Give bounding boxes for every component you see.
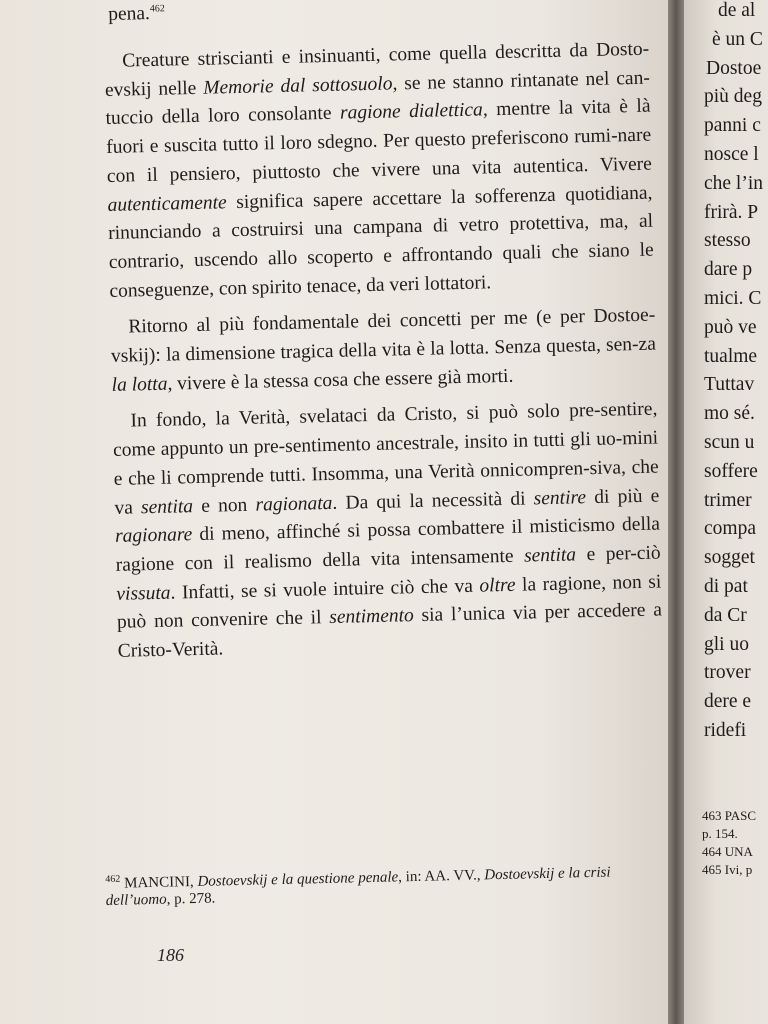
right-page-line: da Cr xyxy=(704,604,747,626)
paragraph-text: e non xyxy=(192,494,256,517)
right-page-footnote: p. 154. xyxy=(702,826,738,841)
right-page-line: Dostoe xyxy=(706,57,762,79)
right-page-line: soffere xyxy=(704,460,758,482)
page-number: 186 xyxy=(157,945,184,965)
right-page-line: mo sé. xyxy=(704,403,755,425)
paragraph-text: , vivere è la stessa cosa che essere già morti. xyxy=(167,365,514,395)
paragraph-text: Ritorno al più fondamentale dei concetti per me (e per Dostoe-vskij): la dimensione tragica della vita è la lotta. Senza questa, sen-za xyxy=(110,304,657,367)
paragraph-italic: la lotta xyxy=(111,373,168,396)
right-page xyxy=(684,0,768,1024)
paragraph-italic: sentita xyxy=(140,495,194,518)
right-page-footnote: 463 PASC xyxy=(702,808,757,823)
right-page-line: è un C xyxy=(712,28,763,50)
right-page-line: nosce l xyxy=(704,144,759,165)
footnote-462 xyxy=(105,864,654,910)
footnote-text xyxy=(106,865,611,909)
footnote-text: , p. 278. xyxy=(166,890,216,908)
footnote-text: , in: AA. VV., xyxy=(398,867,485,886)
paragraph-text: . Da qui la necessità di xyxy=(332,487,534,514)
footnote-ref-462: 462 xyxy=(149,3,165,15)
paragraph-text: sia l’unica via per accedere a Cristo-Verità. xyxy=(117,599,663,662)
right-page-line: trover xyxy=(704,662,751,684)
paragraph-italic: sentire xyxy=(533,486,587,509)
right-page-line: di pat xyxy=(704,576,748,597)
paragraph xyxy=(112,396,663,667)
paragraph-text: la ragione, non si può non convenire che il xyxy=(116,571,662,634)
footnote-text: MANCINI, xyxy=(120,873,198,892)
right-page-line: de al xyxy=(718,0,756,21)
right-page-line: compa xyxy=(704,518,756,540)
paragraph-text: , se ne stanno rintanate nel can-tuccio della loro consolante xyxy=(105,67,651,130)
right-page-line: panni c xyxy=(704,115,761,137)
paragraph-italic: sentita xyxy=(523,544,577,567)
right-page-line: Tuttav xyxy=(704,374,755,396)
right-page-line: tualme xyxy=(704,345,758,367)
paragraph-text: Creature striscianti e insinuanti, come quella descritta da Dosto-evskij nelle xyxy=(104,38,650,101)
paragraph-italic: Memorie dal sottosuolo xyxy=(202,73,393,99)
right-page-line: gli uo xyxy=(704,633,749,655)
top-line-text: pena. xyxy=(108,3,151,25)
right-page-line: stesso xyxy=(704,230,751,252)
paragraph-italic: ragione dialettica xyxy=(339,99,484,125)
right-page-line: che l’in xyxy=(704,172,764,194)
top-line xyxy=(108,3,165,26)
paragraph-italic: vissuta xyxy=(116,582,171,605)
right-page-line: sogget xyxy=(704,547,755,569)
paragraph-text: di più e xyxy=(585,485,660,508)
paragraph-text: significa sapere accettare la sofferenza quotidiana, rinunciando a costruirsi una campana di vetro protettiva, ma, al contrario, uscendo allo scoperto e affrontando quali che siano le conseguenze, con spirito tenace, da veri lottatori. xyxy=(107,182,654,302)
paragraph-text: e per-ciò xyxy=(575,542,661,566)
footnote-number: 462 xyxy=(105,873,121,886)
paragraph xyxy=(104,36,655,307)
right-page-line: ridefi xyxy=(704,720,747,741)
right-page-line: dare p xyxy=(704,259,753,281)
right-page-line: può ve xyxy=(704,316,757,338)
right-page-footnote: 464 UNA xyxy=(702,844,753,859)
right-page-line: frirà. P xyxy=(704,201,759,223)
body-text xyxy=(104,36,663,667)
paragraph-italic: oltre xyxy=(479,574,516,597)
paragraph-text: In fondo, la Verità, svelataci da Cristo, si può solo pre-sentire, come appunto un pre-sentimento ancestrale, insito in tutti gli uo-mini e che li comprende tutti. Insomma, una Verità onnicompren-siva, che va xyxy=(112,398,659,519)
paragraph-text: . Infatti, se si vuole intuire ciò che va xyxy=(170,575,480,604)
right-page-line: scun u xyxy=(704,432,755,453)
paragraph-italic: sentimento xyxy=(329,605,415,629)
right-page-line: dere e xyxy=(704,691,752,713)
paragraph-text: di meno, affinché si possa combattere il misticismo della ragione con il realismo della vita intensamente xyxy=(115,513,661,576)
paragraph-italic: autenticamente xyxy=(107,191,227,216)
right-page-footnote: 465 Ivi, p xyxy=(702,862,753,877)
paragraph-text: , mentre la vita è là fuori e suscita tutto il loro sdegno. Per questo preferiscono rumi-nare con il pensiero, piuttosto che vivere una vita autentica. Vivere xyxy=(106,96,653,187)
footnote-italic: Dostoevskij e la crisi dell’uomo xyxy=(105,864,611,910)
footnote-italic: Dostoevskij e la questione penale xyxy=(197,869,399,890)
right-page-line: più deg xyxy=(704,86,762,108)
paragraph xyxy=(110,302,657,400)
right-page-line: trimer xyxy=(704,489,752,511)
paragraph-italic: ragionare xyxy=(114,524,193,548)
paragraph-italic: ragionata xyxy=(255,492,333,516)
right-page-line: mici. C xyxy=(704,288,762,309)
